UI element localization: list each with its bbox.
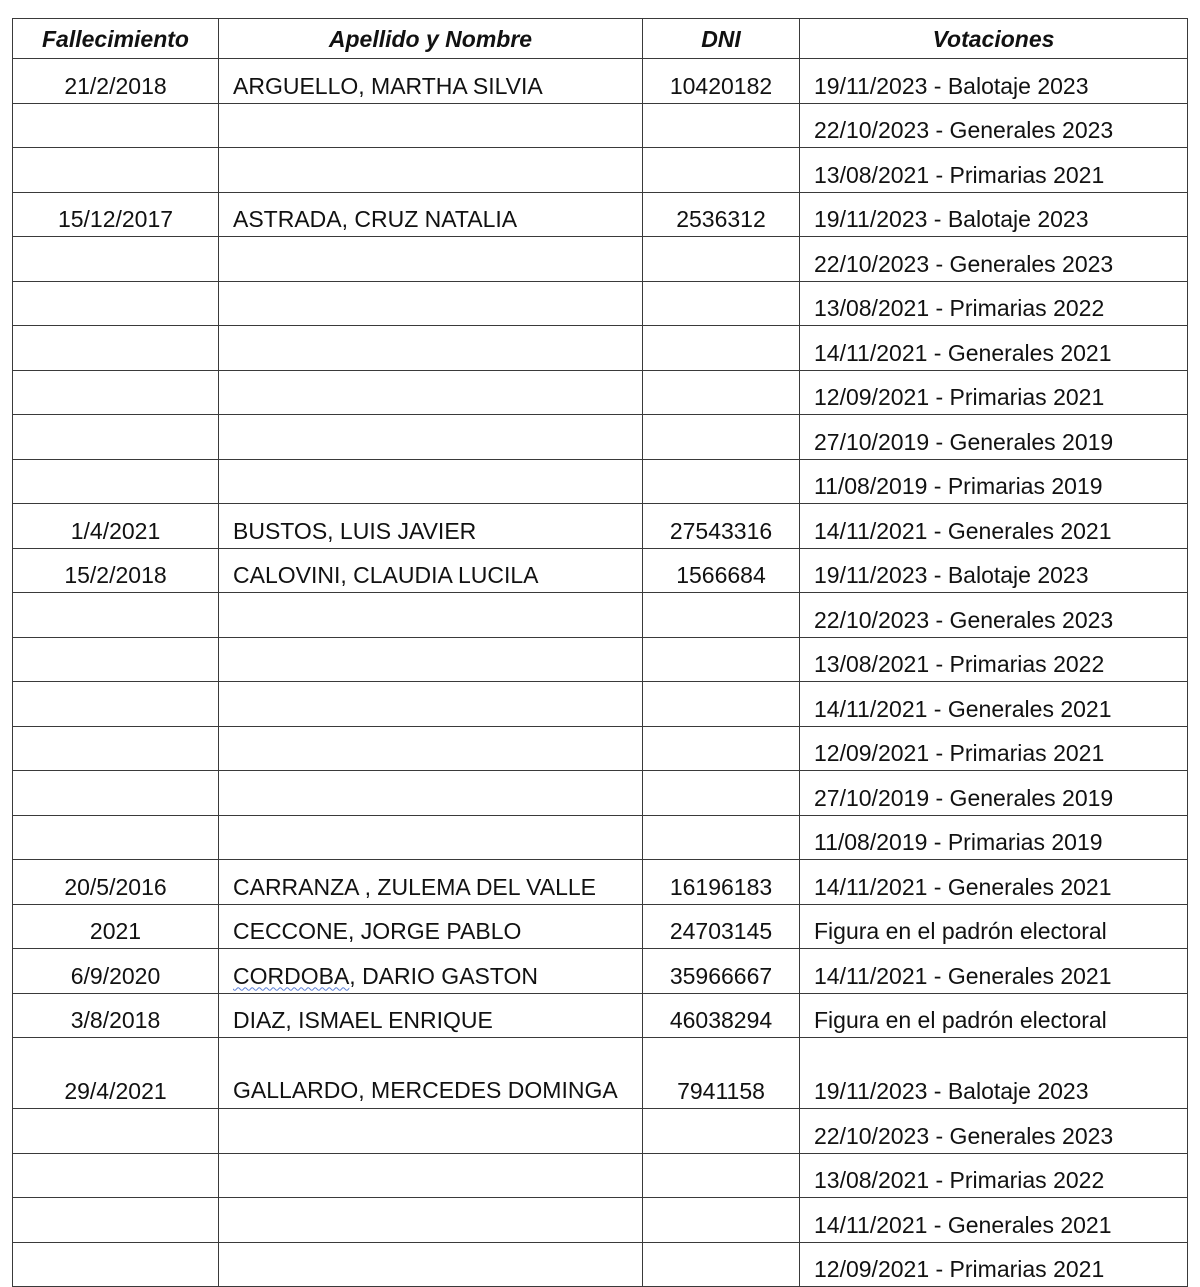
cell-fallecimiento	[13, 726, 219, 771]
table-row	[13, 1038, 1188, 1109]
cell-apellido-nombre	[219, 415, 643, 460]
cell-votaciones: 13/08/2021 - Primarias 2022	[800, 637, 1188, 682]
header-fallecimiento: Fallecimiento	[13, 19, 219, 59]
cell-fallecimiento	[13, 1198, 219, 1243]
cell-votaciones: 11/08/2019 - Primarias 2019	[800, 459, 1188, 504]
cell-apellido-nombre	[219, 682, 643, 727]
cell-votaciones: 22/10/2023 - Generales 2023	[800, 593, 1188, 638]
cell-fallecimiento: 21/2/2018	[13, 59, 219, 104]
table-row	[13, 192, 1188, 237]
cell-dni	[643, 370, 800, 415]
table-row	[13, 326, 1188, 371]
cell-apellido-nombre: CORDOBA, DARIO GASTON	[219, 949, 643, 994]
table-row	[13, 726, 1188, 771]
cell-votaciones: 12/09/2021 - Primarias 2021	[800, 1242, 1188, 1287]
cell-votaciones: Figura en el padrón electoral	[800, 904, 1188, 949]
table-row	[13, 593, 1188, 638]
cell-votaciones: 19/11/2023 - Balotaje 2023	[800, 59, 1188, 104]
table-row	[13, 103, 1188, 148]
table-row	[13, 548, 1188, 593]
cell-fallecimiento	[13, 1109, 219, 1154]
table-row	[13, 1109, 1188, 1154]
cell-apellido-nombre	[219, 281, 643, 326]
table-row	[13, 237, 1188, 282]
cell-dni: 35966667	[643, 949, 800, 994]
cell-apellido-nombre	[219, 771, 643, 816]
cell-fallecimiento	[13, 281, 219, 326]
cell-fallecimiento: 1/4/2021	[13, 504, 219, 549]
cell-fallecimiento: 15/2/2018	[13, 548, 219, 593]
cell-fallecimiento	[13, 771, 219, 816]
table-row	[13, 459, 1188, 504]
cell-votaciones: 14/11/2021 - Generales 2021	[800, 682, 1188, 727]
cell-votaciones: 13/08/2021 - Primarias 2022	[800, 281, 1188, 326]
cell-fallecimiento	[13, 459, 219, 504]
cell-apellido-nombre	[219, 1242, 643, 1287]
cell-dni	[643, 148, 800, 193]
cell-apellido-nombre	[219, 815, 643, 860]
cell-fallecimiento: 15/12/2017	[13, 192, 219, 237]
cell-apellido-nombre	[219, 1153, 643, 1198]
header-row	[13, 19, 1188, 59]
cell-votaciones: 19/11/2023 - Balotaje 2023	[800, 548, 1188, 593]
cell-dni	[643, 771, 800, 816]
cell-apellido-nombre: BUSTOS, LUIS JAVIER	[219, 504, 643, 549]
cell-votaciones: 19/11/2023 - Balotaje 2023	[800, 1038, 1188, 1109]
cell-dni	[643, 459, 800, 504]
cell-votaciones: 11/08/2019 - Primarias 2019	[800, 815, 1188, 860]
cell-apellido-nombre: CARRANZA , ZULEMA DEL VALLE	[219, 860, 643, 905]
table-row	[13, 148, 1188, 193]
cell-votaciones: 22/10/2023 - Generales 2023	[800, 1109, 1188, 1154]
table-row	[13, 815, 1188, 860]
cell-apellido-nombre	[219, 237, 643, 282]
cell-apellido-nombre	[219, 593, 643, 638]
cell-apellido-nombre	[219, 103, 643, 148]
table-row	[13, 682, 1188, 727]
cell-fallecimiento: 3/8/2018	[13, 993, 219, 1038]
cell-fallecimiento: 20/5/2016	[13, 860, 219, 905]
table-row	[13, 904, 1188, 949]
cell-fallecimiento	[13, 370, 219, 415]
cell-dni	[643, 1153, 800, 1198]
cell-dni: 24703145	[643, 904, 800, 949]
cell-apellido-nombre	[219, 459, 643, 504]
cell-apellido-nombre	[219, 326, 643, 371]
cell-fallecimiento	[13, 148, 219, 193]
cell-dni	[643, 103, 800, 148]
deceased-voters-table	[12, 18, 1188, 1287]
table-row	[13, 1242, 1188, 1287]
table-row	[13, 281, 1188, 326]
cell-dni	[643, 593, 800, 638]
table-row	[13, 1198, 1188, 1243]
cell-dni	[643, 415, 800, 460]
table-row	[13, 771, 1188, 816]
cell-dni	[643, 326, 800, 371]
cell-apellido-nombre	[219, 726, 643, 771]
cell-votaciones: 14/11/2021 - Generales 2021	[800, 860, 1188, 905]
cell-dni	[643, 682, 800, 727]
cell-votaciones: 14/11/2021 - Generales 2021	[800, 504, 1188, 549]
cell-apellido-nombre	[219, 637, 643, 682]
cell-apellido-nombre: GALLARDO, MERCEDES DOMINGA	[219, 1038, 643, 1109]
cell-fallecimiento	[13, 593, 219, 638]
cell-fallecimiento	[13, 326, 219, 371]
cell-apellido-nombre: ASTRADA, CRUZ NATALIA	[219, 192, 643, 237]
cell-fallecimiento: 29/4/2021	[13, 1038, 219, 1109]
cell-votaciones: 13/08/2021 - Primarias 2021	[800, 148, 1188, 193]
table-row	[13, 860, 1188, 905]
cell-fallecimiento: 2021	[13, 904, 219, 949]
cell-apellido-nombre	[219, 370, 643, 415]
cell-dni: 46038294	[643, 993, 800, 1038]
cell-fallecimiento	[13, 237, 219, 282]
cell-fallecimiento	[13, 682, 219, 727]
cell-dni	[643, 815, 800, 860]
header-apellido-nombre: Apellido y Nombre	[219, 19, 643, 59]
table-row	[13, 504, 1188, 549]
cell-apellido-nombre	[219, 1198, 643, 1243]
header-dni: DNI	[643, 19, 800, 59]
cell-fallecimiento	[13, 815, 219, 860]
cell-dni: 27543316	[643, 504, 800, 549]
cell-apellido-nombre: CECCONE, JORGE PABLO	[219, 904, 643, 949]
cell-apellido-nombre	[219, 148, 643, 193]
cell-votaciones: 12/09/2021 - Primarias 2021	[800, 726, 1188, 771]
table-row	[13, 637, 1188, 682]
header-votaciones: Votaciones	[800, 19, 1188, 59]
cell-dni: 1566684	[643, 548, 800, 593]
cell-fallecimiento	[13, 637, 219, 682]
table-row	[13, 415, 1188, 460]
cell-fallecimiento	[13, 103, 219, 148]
cell-dni	[643, 726, 800, 771]
cell-dni: 16196183	[643, 860, 800, 905]
table-body	[13, 59, 1188, 1287]
cell-dni: 2536312	[643, 192, 800, 237]
table-row	[13, 59, 1188, 104]
cell-apellido-nombre: ARGUELLO, MARTHA SILVIA	[219, 59, 643, 104]
cell-dni: 10420182	[643, 59, 800, 104]
cell-votaciones: 13/08/2021 - Primarias 2022	[800, 1153, 1188, 1198]
cell-apellido-nombre: CALOVINI, CLAUDIA LUCILA	[219, 548, 643, 593]
cell-apellido-nombre	[219, 1109, 643, 1154]
cell-dni	[643, 637, 800, 682]
cell-votaciones: 14/11/2021 - Generales 2021	[800, 1198, 1188, 1243]
cell-dni	[643, 1109, 800, 1154]
cell-votaciones: 14/11/2021 - Generales 2021	[800, 949, 1188, 994]
cell-fallecimiento	[13, 1242, 219, 1287]
cell-fallecimiento: 6/9/2020	[13, 949, 219, 994]
cell-apellido-nombre: DIAZ, ISMAEL ENRIQUE	[219, 993, 643, 1038]
cell-votaciones: 14/11/2021 - Generales 2021	[800, 326, 1188, 371]
cell-votaciones: 27/10/2019 - Generales 2019	[800, 415, 1188, 460]
table-row	[13, 1153, 1188, 1198]
cell-votaciones: 27/10/2019 - Generales 2019	[800, 771, 1188, 816]
cell-votaciones: Figura en el padrón electoral	[800, 993, 1188, 1038]
cell-dni	[643, 281, 800, 326]
cell-dni	[643, 1242, 800, 1287]
cell-fallecimiento	[13, 1153, 219, 1198]
cell-dni	[643, 1198, 800, 1243]
table-row	[13, 949, 1188, 994]
cell-votaciones: 12/09/2021 - Primarias 2021	[800, 370, 1188, 415]
cell-votaciones: 22/10/2023 - Generales 2023	[800, 103, 1188, 148]
cell-fallecimiento	[13, 415, 219, 460]
cell-votaciones: 19/11/2023 - Balotaje 2023	[800, 192, 1188, 237]
table-row	[13, 993, 1188, 1038]
cell-dni: 7941158	[643, 1038, 800, 1109]
cell-dni	[643, 237, 800, 282]
table-row	[13, 370, 1188, 415]
cell-votaciones: 22/10/2023 - Generales 2023	[800, 237, 1188, 282]
